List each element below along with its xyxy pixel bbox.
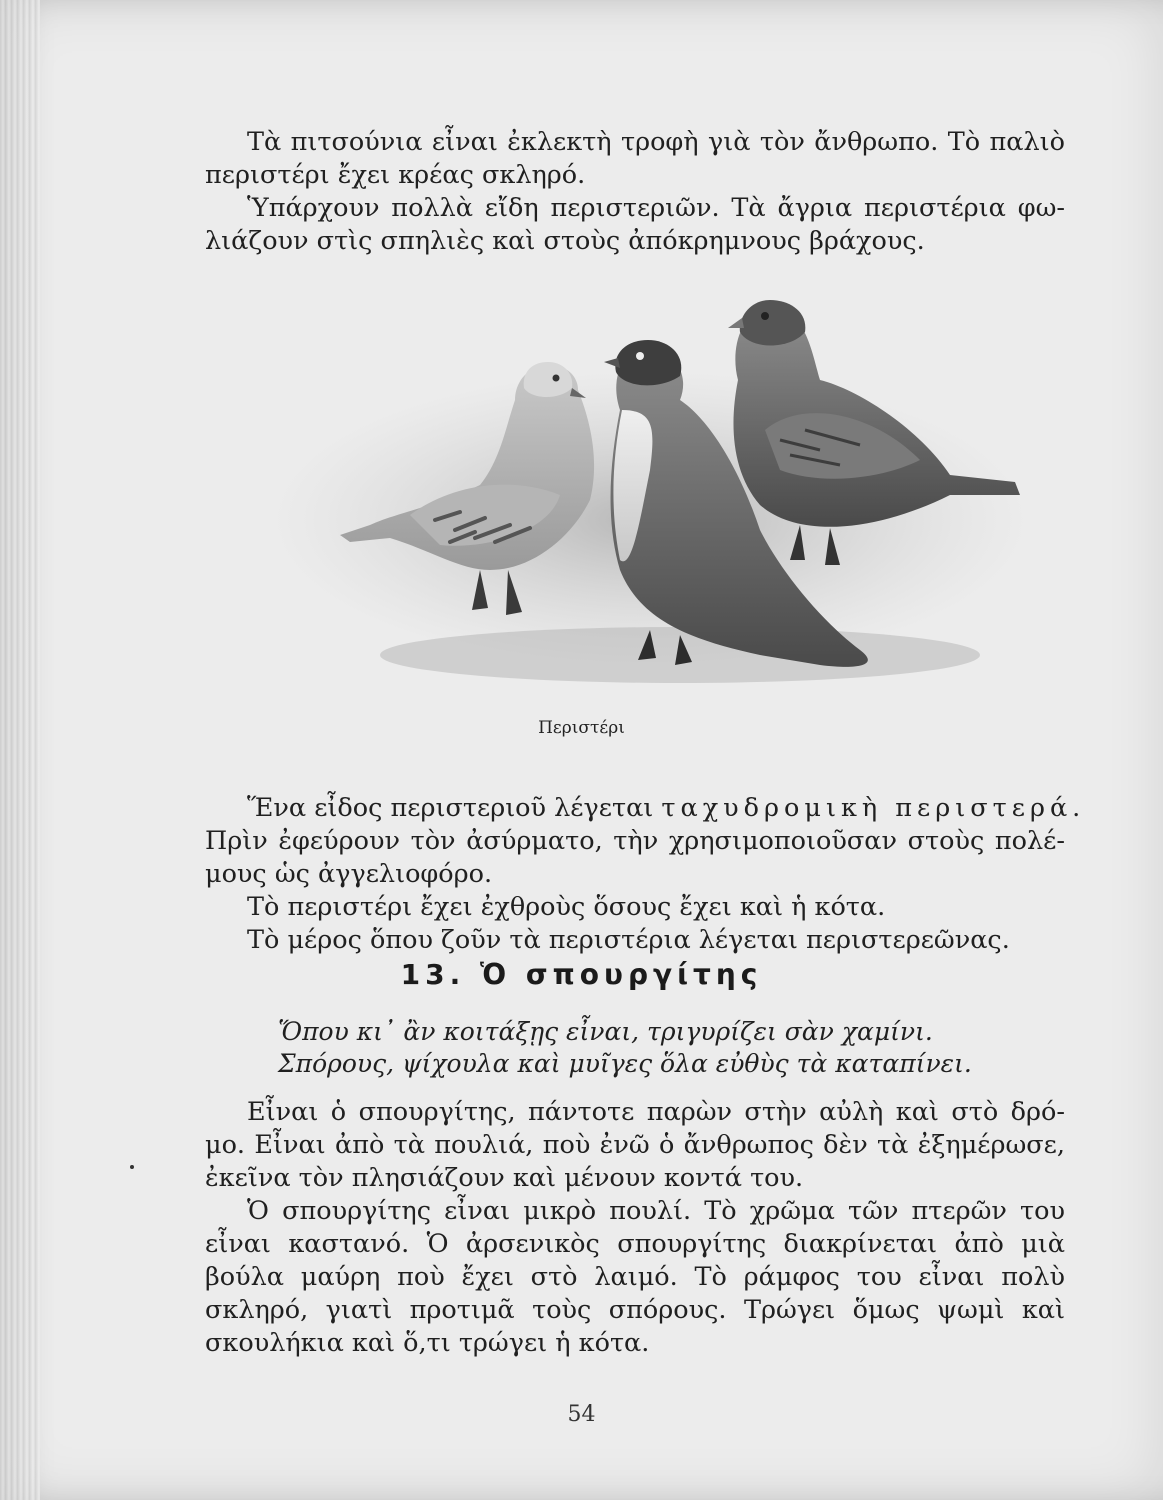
text-line: Πρὶν ἐφεύρουν τὸν ἀσύρματο, τὴν χρησιμοποιοῦσαν στοὺς πολέ- [205, 826, 1065, 856]
text-line: βούλα μαύρη ποὺ ἔχει στὸ λαιμό. Τὸ ράμφος του εἶναι πολὺ [205, 1262, 1065, 1292]
paragraph-carrier-pigeon [205, 792, 1086, 957]
pigeons-illustration [260, 270, 1030, 700]
paragraph-sparrow [205, 1096, 1065, 1360]
text-line: Τὰ πιτσούνια εἶναι ἐκλεκτὴ τροφὴ γιὰ τὸν ἄνθρωπο. Τὸ παλιὸ [247, 127, 1065, 157]
poem-line: Σπόρους, ψίχουλα καὶ μυῖγες ὅλα εὐθὺς τὰ καταπίνει. [278, 1049, 972, 1078]
text-line: μους ὡς ἀγγελιοφόρο. [205, 859, 493, 889]
text-line: Τὸ περιστέρι ἔχει ἐχθροὺς ὅσους ἔχει καὶ ἡ κότα. [247, 892, 886, 922]
text-line: λιάζουν στὶς σπηλιὲς καὶ στοὺς ἀπόκρημνους βράχους. [205, 226, 925, 256]
text-line: σκουλήκια καὶ ὅ,τι τρώγει ἡ κότα. [205, 1328, 650, 1358]
text-line: περιστέρι ἔχει κρέας σκληρό. [205, 160, 586, 190]
text-line: ἐκεῖνα τὸν πλησιάζουν καὶ μένουν κοντά του. [205, 1163, 804, 1193]
text-line: εἶναι καστανό. Ὁ ἀρσενικὸς σπουργίτης διακρίνεται ἀπὸ μιὰ [205, 1229, 1065, 1259]
text-line: Ὁ σπουργίτης εἶναι μικρὸ πουλί. Τὸ χρῶμα τῶν πτερῶν του [247, 1196, 1065, 1226]
text-line: σκληρό, γιατὶ προτιμᾶ τοὺς σπόρους. Τρώγει ὅμως ψωμὶ καὶ [205, 1295, 1065, 1325]
poem-verse [278, 1016, 978, 1080]
figure-caption: Περιστέρι [538, 718, 625, 738]
text-line: Εἶναι ὁ σπουργίτης, πάντοτε παρὼν στὴν αὐλὴ καὶ στὸ δρό- [247, 1097, 1065, 1127]
paragraph-pigeon-food [205, 126, 1065, 258]
text-line: Ὑπάρχουν πολλὰ εἴδη περιστεριῶν. Τὰ ἄγρια περιστέρια φω- [247, 193, 1065, 223]
page-edge-shadow [0, 0, 40, 1500]
poem-line: Ὅπου κι᾽ ἂν κοιτάξῃς εἶναι, τριγυρίζει σὰν χαμίνι. [278, 1017, 933, 1046]
emphasized-term: ταχυδρομικὴ περιστερά. [661, 793, 1086, 823]
text-line: Τὸ μέρος ὅπου ζοῦν τὰ περιστέρια λέγεται περιστερεῶνας. [247, 925, 1010, 955]
text-segment: Ἕνα εἶδος περιστεριοῦ λέγεται [247, 793, 662, 823]
text-line [205, 792, 1086, 825]
text-line: μο. Εἶναι ἀπὸ τὰ πουλιά, ποὺ ἐνῶ ὁ ἄνθρωπος δὲν τὰ ἐξημέρωσε, [205, 1130, 1065, 1160]
page-number: 54 [567, 1402, 596, 1427]
chapter-title: 13. Ὁ σπουργίτης [400, 958, 763, 991]
ink-speck [130, 1165, 134, 1169]
